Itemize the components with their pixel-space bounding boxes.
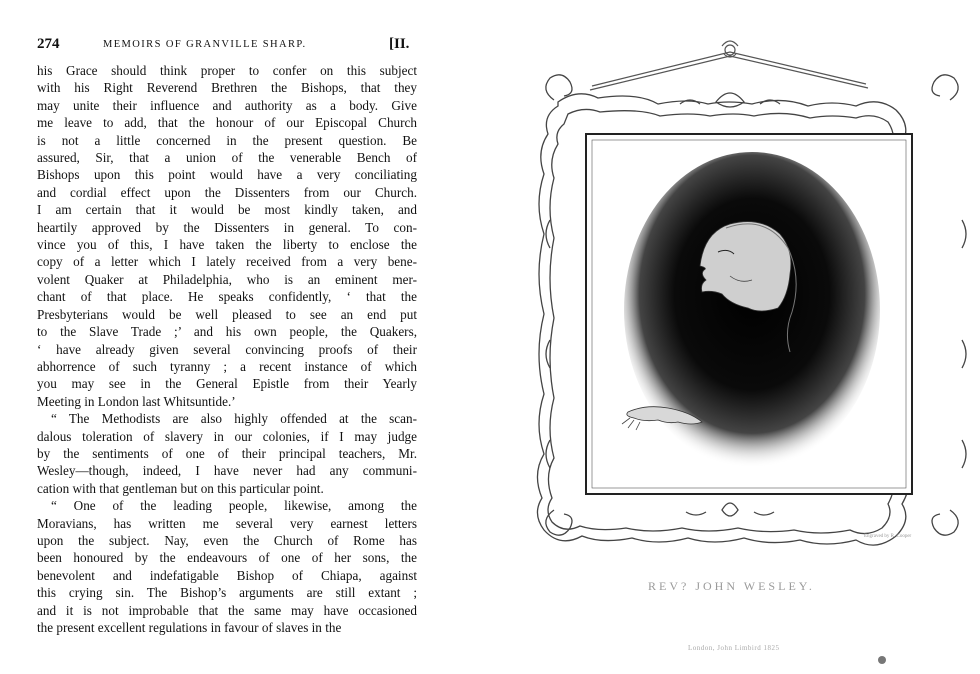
- body-text: [37, 62, 417, 636]
- text-line: Presbyterians would be well pleased to see an end put: [37, 306, 417, 322]
- text-line: “ One of the leading people, likewise, among the: [51, 498, 417, 514]
- text-line: “ The Methodists are also highly offended at the scan-: [51, 411, 417, 427]
- text-line: vince you of this, I have taken the liberty to enclose the: [37, 237, 417, 253]
- text-line: been honoured by the endeavours of one of her sons, the: [37, 550, 417, 566]
- text-line: copy of a letter which I lately received from a very bene-: [37, 254, 417, 270]
- left-text-page: [0, 0, 470, 674]
- text-line: heartily approved by the Dissenters in general. To con-: [37, 219, 417, 235]
- text-line: and it is not improbable that the same may have occasioned: [37, 602, 417, 618]
- text-line: with his Right Reverend Brethren the Bishops, that they: [37, 80, 417, 96]
- text-line: this crying sin. The Bishop’s arguments are still extant ;: [37, 585, 417, 601]
- section-mark: [II.: [389, 36, 410, 52]
- hanging-cord-icon: [590, 41, 868, 90]
- text-line: to the Slave Trade ;’ and his own people, the Quakers,: [37, 324, 417, 340]
- portrait-plate: [530, 40, 980, 674]
- text-line: and cordial effect upon the Dissenters from our Church.: [37, 184, 417, 200]
- plate-caption: REV? JOHN WESLEY.: [648, 579, 815, 593]
- text-line: Moravians, has written me several very earnest letters: [37, 515, 417, 531]
- publisher-imprint: London, John Limbird 1825: [688, 644, 780, 652]
- text-line: me leave to add, that the honour of our Episcopal Church: [37, 115, 417, 131]
- text-line: may unite their influence and authority as a body. Give: [37, 97, 417, 113]
- text-line: cation with that gentleman but on this particular point.: [37, 480, 324, 496]
- running-head: [37, 36, 427, 56]
- text-line: dalous toleration of slavery in our colonies, if I may judge: [37, 428, 417, 444]
- engraver-credit: Engraved by R. Cooper: [864, 534, 912, 539]
- text-line: chant of that place. He speaks confidently, ‘ that the: [37, 289, 417, 305]
- text-line: you may see in the General Epistle from their Yearly: [37, 376, 417, 392]
- text-line: benevolent and indefatigable Bishop of Chiapa, against: [37, 567, 417, 583]
- text-line: the present excellent regulations in favour of slaves in the: [37, 620, 342, 635]
- page-number: 274: [37, 36, 60, 52]
- text-line: his Grace should think proper to confer on this subject: [37, 63, 417, 78]
- text-line: volent Quaker at Philadelphia, who is an eminent mer-: [37, 271, 417, 287]
- text-line: Bishops upon this point would have a very conciliating: [37, 167, 417, 183]
- running-head-title: MEMOIRS OF GRANVILLE SHARP.: [103, 39, 307, 50]
- text-line: I am certain that it would be most kindly taken, and: [37, 202, 417, 218]
- text-line: Wesley—though, indeed, I have never had any communi-: [37, 463, 417, 479]
- text-line: by the sentiments of one of their principal teachers, Mr.: [37, 445, 417, 461]
- text-line: ‘ have already given several convincing proofs of their: [37, 341, 417, 357]
- text-line: assured, Sir, that a union of the venerable Bench of: [37, 150, 417, 166]
- text-line: Meeting in London last Whitsuntide.’: [37, 393, 236, 409]
- text-line: is not a little concerned in the present question. Be: [37, 132, 417, 148]
- text-line: abhorrence of such tyranny ; a recent instance of which: [37, 358, 417, 374]
- text-line: upon the subject. Nay, even the Church of Rome has: [37, 532, 417, 548]
- ink-stain-icon: [876, 654, 888, 666]
